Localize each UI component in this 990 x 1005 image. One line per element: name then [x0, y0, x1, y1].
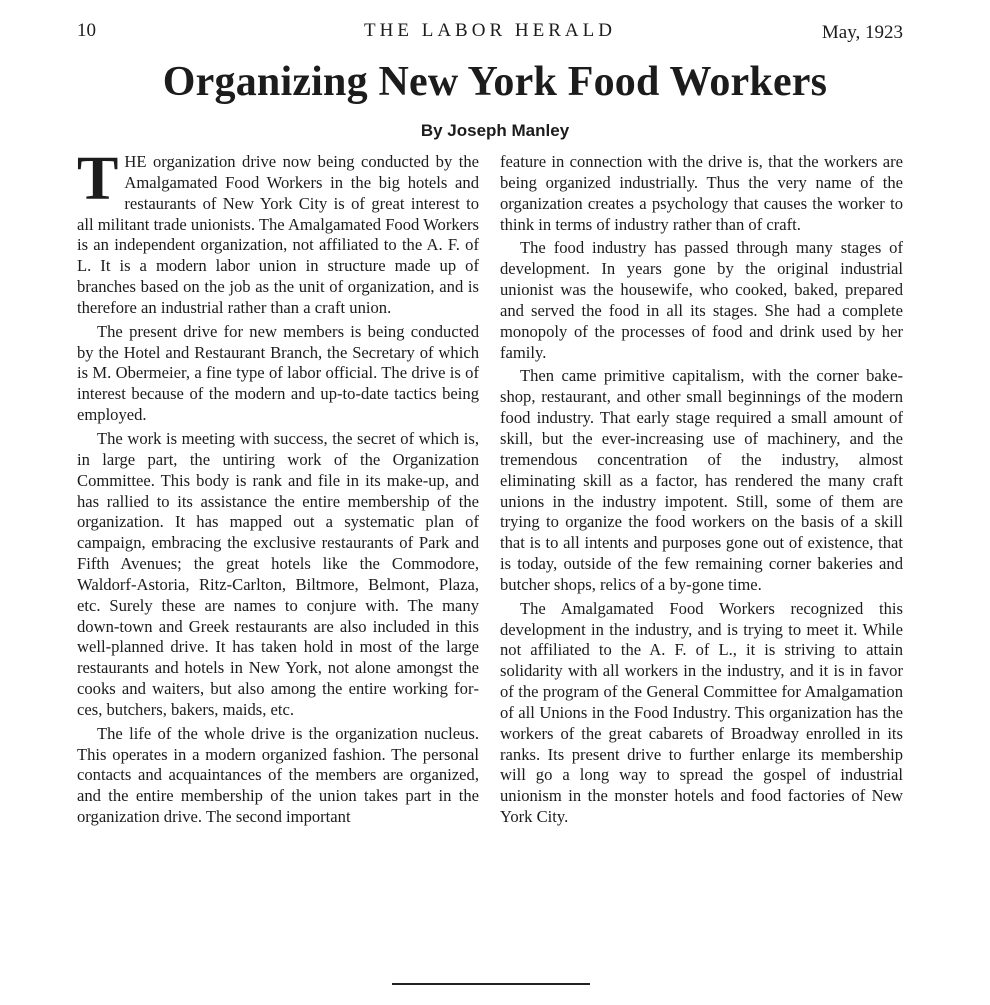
running-head — [77, 16, 903, 46]
byline: By Joseph Manley — [420, 121, 570, 140]
left-column — [77, 145, 479, 828]
paragraph-1-text: HE organization drive now being conducted by the Amalgamated Food Workers in the big hotels and restaurants of New York City is of great interest to all militant trade unionists. The Amalgamated Food Workers is an independent organization, not affiliated to the A. F. of L. It is a modern labor union in structure made up of branches based on the job as the unit of organization, and is therefore an industrial rather than a craft union. — [77, 152, 479, 317]
paragraph-5: The food industry has passed through many stages of development. In years gone by the original industrial unionist was the housewife, who cooked, baked, prepared and served the food in all its stages. She had a complete monopoly of the processes of food and drink used by her family. — [500, 238, 903, 362]
paragraph-4-continued: feature in connection with the drive is, that the workers are being organized industrially. Thus the very name of the organization creates a psychology that causes the worker to think in terms of industry rather than of craft. — [500, 152, 903, 234]
drop-cap: T — [77, 145, 119, 213]
paragraph-4: The life of the whole drive is the organization nucleus. This operates in a modern organized fashion. The personal contacts and acquaintances of the members are organized, and the entire membership of the union takes part in the organization drive. The second important — [77, 723, 479, 827]
article-end-rule — [392, 983, 590, 985]
paragraph-1 — [77, 145, 479, 319]
right-column — [500, 152, 903, 828]
paragraph-7: The Amalgamated Food Workers recognized this development in the industry, and is trying to meet it. While not affiliated to the A. F. of L., it is striving to attain solidarity with all workers in the industry, and it is in favor of the program of the General Committee for Amalgamation of all Unions in the Food Industry. This organization has the workers of the great cabarets of Broadway enrolled in its ranks. Its present drive to further enlarge its membership will go a long way to spread the gospel of industrial unionism in the monster hotels and food factories of New York City. — [500, 598, 903, 827]
page-number: 10 — [77, 20, 96, 41]
paragraph-3: The work is meeting with success, the secret of which is, in large part, the untiring work of the Organization Committee. This body is rank and file in its make-up, and has rallied to its assistance the entire membership of the organization. It has mapped out a systematic plan of campaign, embracing the exclusive restaurants of Park and Fifth Avenues; the great hotels like the Commodore, Waldorf-Astoria, Ritz-Carlton, Biltmore, Belmont, Plaza, etc. Surely these are names to conjure with. The many down-town and Greek restaurants are also included in this well-planned drive. It has taken hold in most of the large restaurants and hotels in New York, not alone amongst the cooks and waiters, but also among the entire working forces, butchers, bakers, maids, etc. — [77, 428, 479, 719]
article-title: Organizing New York Food Workers — [162, 59, 828, 105]
paragraph-2: The present drive for new members is being conducted by the Hotel and Restaurant Branch, the Secretary of which is M. Obermeier, a fine type of labor official. The drive is of interest because of the modern and up-to-date tactics being employed. — [77, 321, 479, 425]
journal-title: THE LABOR HERALD — [364, 20, 616, 41]
issue-date: May, 1923 — [821, 22, 903, 43]
paragraph-6: Then came primitive capitalism, with the corner bake-shop, restaurant, and other small beginnings of the modern food industry. That early stage required a small amount of skill, but the ever-increasing use of machinery, and the tremendous concentration of the industry, almost eliminating skill as a factor, has rendered the many craft unions in the industry impotent. Still, some of them are trying to organize the food workers on the basis of a skill that is to all intents and purposes gone out of existence, that is today, outside of the few remaining corner bakeries and butcher shops, relics of a by-gone time. — [500, 366, 903, 594]
